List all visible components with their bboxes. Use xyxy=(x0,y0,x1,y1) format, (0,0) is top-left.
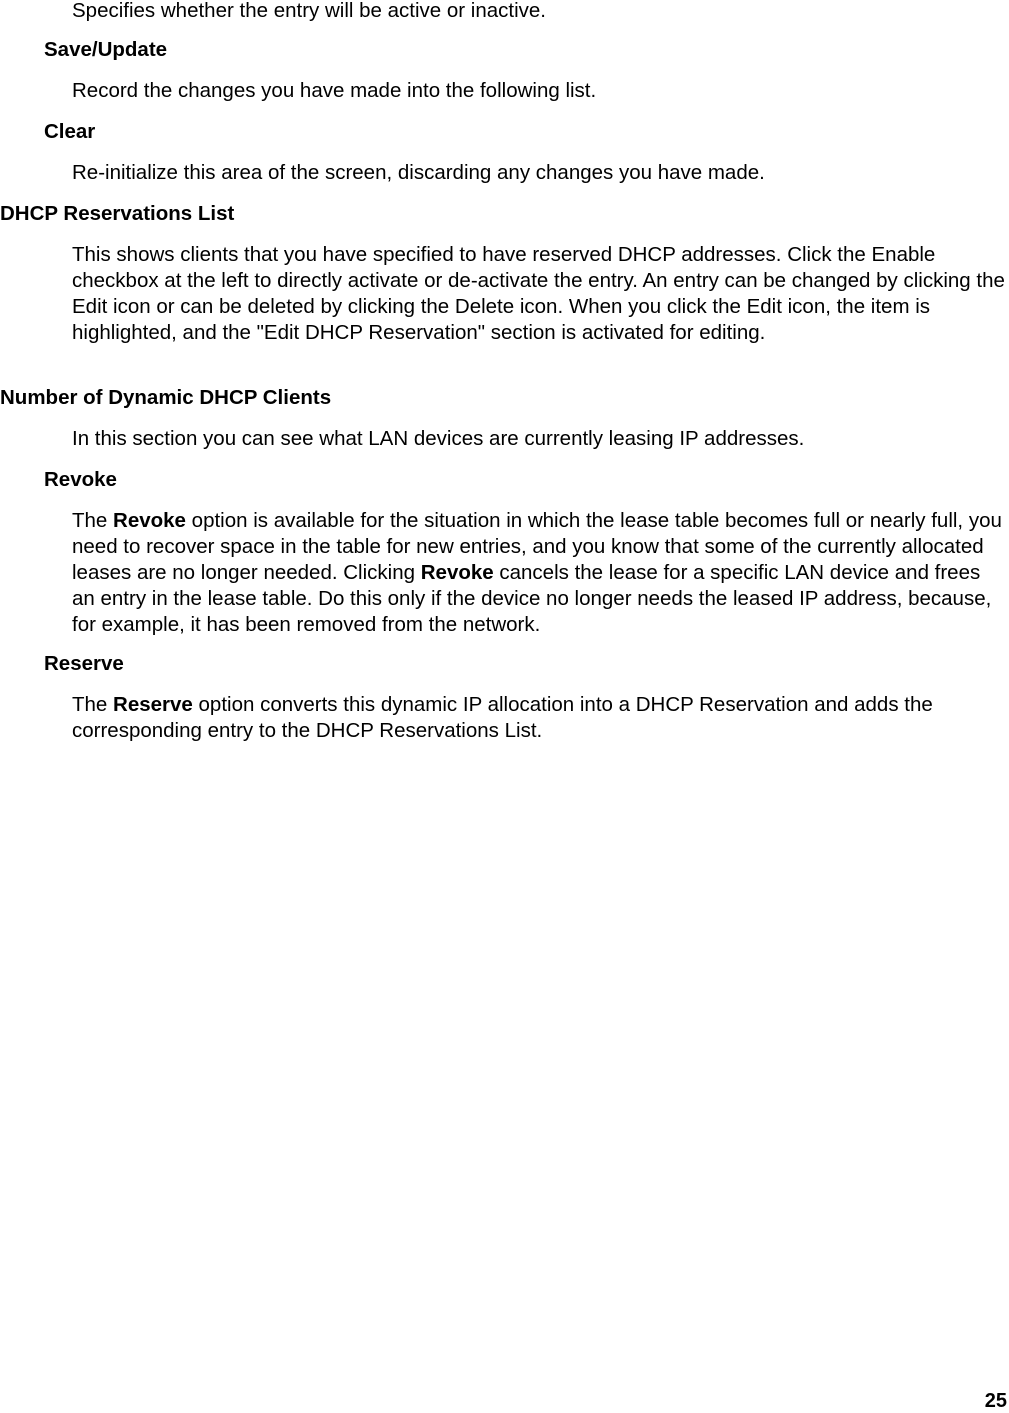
revoke-heading: Revoke xyxy=(44,468,117,491)
reserve-description xyxy=(72,692,1008,744)
reservations-list-description: This shows clients that you have specified to have reserved DHCP addresses. Click the Enable checkbox at the left to directly activate or de-activate the entry. An entry can be changed by clicking the Edit icon or can be deleted by clicking the Delete icon. When you click the Edit icon, the item is highlighted, and the "Edit DHCP Reservation" section is activated for editing. xyxy=(72,243,1005,344)
dynamic-clients-description: In this section you can see what LAN devices are currently leasing IP addresses. xyxy=(72,427,805,450)
page-number: 25 xyxy=(984,1390,1007,1412)
revoke-text-1: The xyxy=(72,509,114,532)
revoke-term-2: Revoke xyxy=(420,561,494,584)
clear-heading: Clear xyxy=(44,120,96,143)
clear-description: Re-initialize this area of the screen, discarding any changes you have made. xyxy=(72,161,765,184)
revoke-term-1: Revoke xyxy=(113,509,186,532)
reserve-text-2: option converts this dynamic IP allocation into a DHCP Reservation and adds the corresponding entry to the DHCP Reservations List. xyxy=(72,693,933,742)
reserve-term-1: Reserve xyxy=(113,693,193,716)
revoke-text-3: cancels the lease for a specific LAN device and frees an entry in the lease table. Do this only if the device no longer needs the leased IP address, because, for example, it has been removed from the network. xyxy=(72,561,992,636)
revoke-text-2: option is available for the situation in which the lease table becomes full or nearly full, you need to recover space in the table for new entries, and you know that some of the currently allocated leases are no longer needed. Clicking xyxy=(72,509,1002,584)
revoke-description xyxy=(72,508,1008,638)
save-update-description: Record the changes you have made into the following list. xyxy=(72,79,597,102)
reserve-heading: Reserve xyxy=(44,652,124,675)
reservations-list-heading: DHCP Reservations List xyxy=(0,202,235,225)
save-update-heading: Save/Update xyxy=(44,38,168,61)
active-description: Specifies whether the entry will be active or inactive. xyxy=(72,0,547,22)
dynamic-clients-heading: Number of Dynamic DHCP Clients xyxy=(0,386,332,409)
reserve-text-1: The xyxy=(72,693,114,716)
